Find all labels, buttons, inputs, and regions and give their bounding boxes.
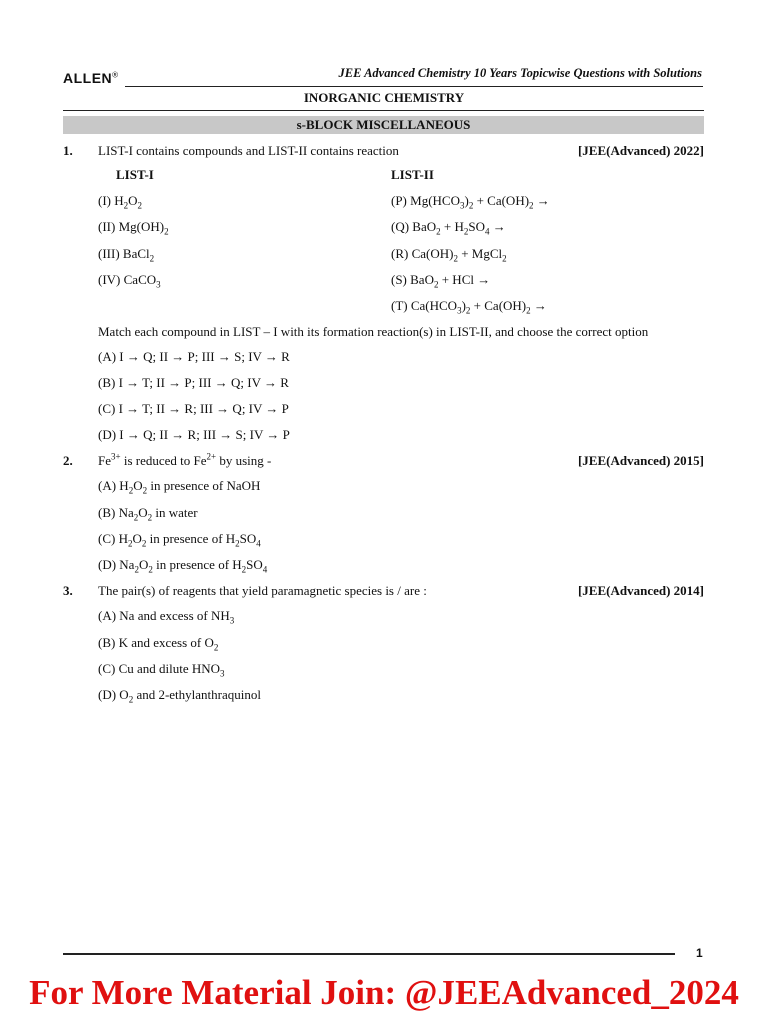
subscript: 2 [128, 694, 134, 705]
formula-text: + Ca(OH) [470, 298, 527, 313]
formula-text: (T) Ca(HCO [391, 298, 458, 313]
page-number: 1 [696, 946, 703, 960]
subscript: 2 [436, 226, 441, 237]
q2-option-c [98, 531, 261, 547]
subscript: 3 [220, 668, 225, 679]
q3-text: The pair(s) of reagents that yield paramagnetic species is / are : [98, 583, 427, 598]
list1-heading: LIST-I [116, 167, 154, 182]
formula-text: and 2-ethylanthraquinol [133, 687, 261, 702]
subscript: 2 [213, 642, 219, 653]
subscript: 2 [137, 200, 143, 211]
formula-text: by using - [216, 453, 272, 468]
subscript: 2 [149, 253, 155, 264]
subscript: 2 [241, 564, 247, 575]
subscript: 2 [502, 253, 507, 264]
q2-text [98, 453, 271, 469]
formula-text: SO [246, 557, 263, 572]
formula-text: (D) O [98, 687, 129, 702]
subscript: 2 [235, 538, 240, 549]
formula-text: + Ca(OH) [473, 193, 530, 208]
q2-option-a [98, 478, 260, 494]
formula-text: in presence of H [146, 531, 236, 546]
allen-logo [63, 70, 119, 86]
formula-text: + MgCl [457, 246, 503, 261]
list1-item-1 [98, 193, 142, 209]
list2-item-q [391, 219, 506, 235]
subscript: 2 [148, 564, 153, 575]
formula-text: (III) BaCl [98, 246, 150, 261]
logo-text: ALLEN [63, 70, 113, 86]
formula-text: (II) Mg(OH) [98, 219, 165, 234]
subscript: 2 [141, 538, 147, 549]
formula-text: (I) H [98, 193, 124, 208]
formula-text: (IV) CaCO [98, 272, 157, 287]
section-title: s-BLOCK MISCELLANEOUS [63, 116, 704, 134]
list2-heading: LIST-II [391, 167, 434, 182]
formula-text: O [128, 193, 138, 208]
q1-option-b: (B) I → T; II → P; III → Q; IV → R [98, 375, 289, 390]
q3-number: 3. [63, 583, 73, 598]
formula-text: SO [468, 219, 485, 234]
superscript: 2+ [206, 451, 217, 462]
subscript: 2 [529, 200, 534, 211]
header-divider [125, 86, 703, 87]
subscript: 2 [433, 279, 439, 290]
subscript: 2 [465, 305, 471, 316]
q1-option-a: (A) I → Q; II → P; III → S; IV → R [98, 349, 290, 364]
formula-text: O [138, 557, 149, 572]
formula-text: O [138, 505, 148, 520]
footer-divider [63, 953, 675, 955]
subject-title: INORGANIC CHEMISTRY [303, 90, 465, 105]
subscript: 3 [459, 200, 465, 211]
list1-item-2 [98, 219, 169, 235]
formula-text: + H [440, 219, 464, 234]
q2-option-d [98, 557, 267, 573]
subscript: 2 [123, 200, 129, 211]
superscript: 3+ [111, 451, 121, 462]
formula-text: (C) H [98, 531, 128, 546]
subscript: 2 [142, 485, 148, 496]
list2-item-r [391, 246, 507, 262]
q1-text: LIST-I contains compounds and LIST-II contains reaction [98, 143, 399, 158]
subscript: 3 [457, 305, 462, 316]
q3-option-a [98, 608, 234, 624]
q3-option-d [98, 687, 261, 703]
formula-text: (C) Cu and dilute HNO [98, 661, 221, 676]
formula-text: (A) Na and excess of NH [98, 608, 230, 623]
book-title: JEE Advanced Chemistry 10 Years Topicwise Questions with Solutions [338, 66, 702, 80]
formula-text: (A) H [98, 478, 129, 493]
q3-option-c [98, 661, 225, 677]
subscript: 4 [485, 226, 490, 237]
list2-item-t [391, 298, 547, 314]
formula-text: (R) Ca(OH) [391, 246, 454, 261]
q1-number: 1. [63, 143, 73, 158]
subscript: 2 [453, 253, 458, 264]
subscript: 3 [229, 615, 235, 626]
q1-tag: [JEE(Advanced) 2022] [577, 143, 704, 158]
formula-text: (S) BaO [391, 272, 434, 287]
subscript: 4 [262, 564, 268, 575]
q2-option-b [98, 505, 198, 521]
subscript: 2 [164, 226, 169, 237]
formula-text: (D) Na [98, 557, 135, 572]
subscript: 2 [133, 512, 139, 523]
list2-item-s [391, 272, 490, 288]
q2-tag: [JEE(Advanced) 2015] [577, 453, 704, 468]
promo-banner: For More Material Join: @JEEAdvanced_2024 [29, 973, 739, 1012]
formula-text: → [489, 219, 506, 234]
formula-text: in water [152, 505, 198, 520]
list1-item-4 [98, 272, 161, 288]
subscript: 2 [134, 564, 139, 575]
subscript: 2 [127, 538, 133, 549]
q2-number: 2. [63, 453, 73, 468]
subscript: 2 [526, 305, 531, 316]
subscript: 2 [463, 226, 469, 237]
subject-divider [63, 110, 704, 111]
formula-text: in presence of NaOH [147, 478, 261, 493]
formula-text: → [530, 298, 547, 313]
formula-text: → [533, 193, 550, 208]
registered-mark: ® [112, 70, 119, 80]
formula-text: ) [461, 298, 466, 313]
formula-text: in presence of H [152, 557, 242, 572]
subscript: 2 [128, 485, 134, 496]
q3-tag: [JEE(Advanced) 2014] [577, 583, 704, 598]
q3-option-b [98, 635, 218, 651]
formula-text: (B) K and excess of O [98, 635, 214, 650]
formula-text: (B) Na [98, 505, 134, 520]
list2-item-p [391, 193, 550, 209]
q1-option-c: (C) I → T; II → R; III → Q; IV → P [98, 401, 289, 416]
formula-text: Fe [98, 453, 111, 468]
formula-text: O [133, 478, 143, 493]
formula-text: (Q) BaO [391, 219, 437, 234]
subscript: 3 [156, 279, 161, 290]
formula-text: + HCl → [438, 272, 491, 287]
formula-text: O [132, 531, 142, 546]
subscript: 2 [468, 200, 474, 211]
q1-option-d: (D) I → Q; II → R; III → S; IV → P [98, 427, 290, 442]
subscript: 4 [256, 538, 261, 549]
q1-instruction: Match each compound in LIST – I with its formation reaction(s) in LIST-II, and choose the correct option [98, 324, 649, 339]
subscript: 2 [147, 512, 153, 523]
formula-text: SO [239, 531, 257, 546]
formula-text: (P) Mg(HCO [391, 193, 460, 208]
list1-item-3 [98, 246, 154, 262]
formula-text: ) [464, 193, 469, 208]
formula-text: is reduced to Fe [120, 453, 207, 468]
